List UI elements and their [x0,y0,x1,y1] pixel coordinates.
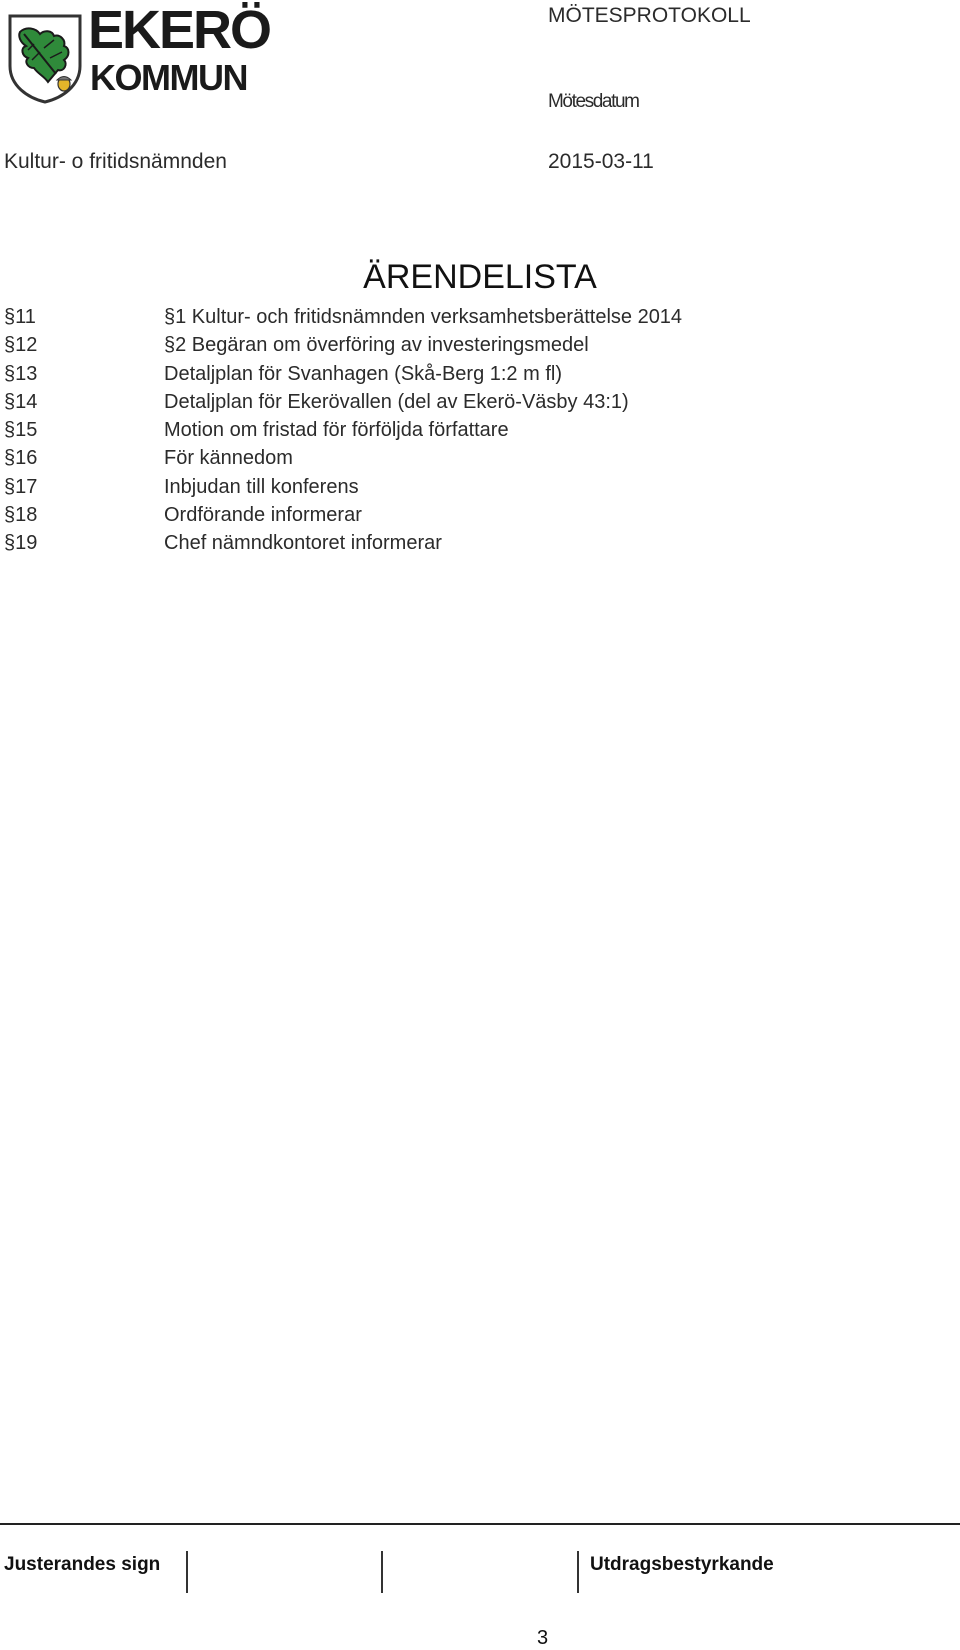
signature-box-divider [577,1551,579,1593]
item-text: Inbjudan till konferens [164,475,359,498]
item-text: §2 Begäran om överföring av investeringsmedel [164,334,589,357]
ekero-kommun-logo [6,0,276,104]
item-text: §1 Kultur- och fritidsnämnden verksamhetsberättelse 2014 [164,306,683,328]
committee-name: Kultur- o fritidsnämnden [4,150,227,173]
item-number: §15 [4,419,38,442]
item-text: Detaljplan för Svanhagen (Skå-Berg 1:2 m fl) [164,362,562,385]
item-number: §17 [4,475,38,498]
item-number: §18 [4,504,38,527]
justerandes-sign-label: Justerandes sign [4,1554,161,1575]
document-type: MÖTESPROTOKOLL [548,4,751,27]
logo-text-kommun: KOMMUN [90,57,247,98]
item-number: §11 [4,306,36,328]
item-number: §16 [4,447,38,470]
meeting-date-value: 2015-03-11 [548,150,654,173]
signature-box-divider [381,1551,383,1593]
item-number: §12 [4,334,38,357]
footer-divider [0,1523,960,1525]
item-text: För kännedom [164,447,293,470]
item-text: Detaljplan för Ekerövallen (del av Ekerö-Väsby 43:1) [164,390,629,413]
item-text: Chef nämndkontoret informerar [164,532,442,555]
item-text: Motion om fristad för förföljda författare [164,419,509,442]
signature-box-divider [186,1551,188,1593]
page-title: ÄRENDELISTA [363,258,597,296]
item-number: §14 [4,390,38,413]
utdragsbestyrkande-label: Utdragsbestyrkande [590,1554,774,1575]
item-number: §19 [4,532,38,555]
item-number: §13 [4,362,38,385]
item-text: Ordförande informerar [164,504,362,527]
page-number: 3 [537,1627,549,1649]
logo-text-ekero: EKERÖ [88,0,271,60]
meeting-date-label: Mötesdatum [548,91,639,112]
